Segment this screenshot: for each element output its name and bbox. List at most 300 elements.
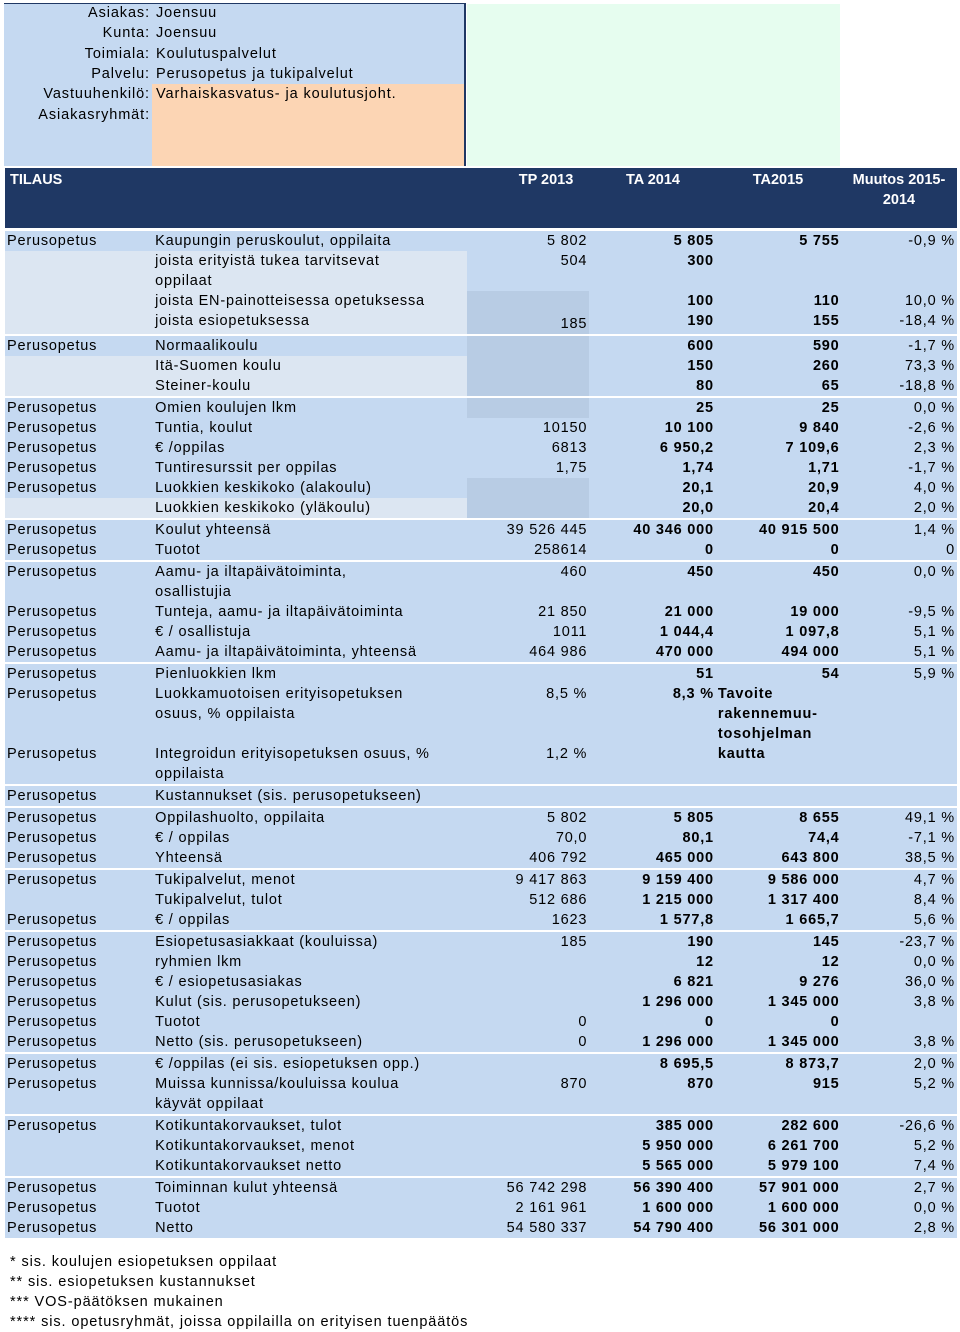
- row-description: joista esiopetuksessa: [153, 311, 467, 335]
- row-category: Perusopetus: [5, 952, 153, 972]
- value-ta2014: 21 000: [589, 602, 716, 622]
- value-ta2014: 51: [589, 663, 716, 684]
- value-change: 73,3 %: [842, 356, 957, 376]
- value-ta2014: 8 695,5: [589, 1053, 716, 1074]
- value-ta2015: 6 261 700: [716, 1136, 842, 1156]
- value-ta2014: 80: [589, 376, 716, 397]
- row-category: [5, 291, 153, 311]
- value-ta2014: 1 044,4: [589, 622, 716, 642]
- col-header-change: [843, 170, 955, 210]
- value-tp2013: [467, 376, 590, 397]
- value-ta2014: 0: [589, 1012, 716, 1032]
- value-change: 0: [842, 540, 957, 561]
- value-ta2014: 9 159 400: [589, 869, 716, 890]
- value-ta2014: 40 346 000: [589, 519, 716, 540]
- row-description: oppilaat: [153, 271, 467, 291]
- value-ta2014: [589, 785, 716, 807]
- value-tp2013: 0: [467, 1032, 590, 1053]
- col-header-tilaus: TILAUS: [10, 172, 63, 188]
- value-ta2014: 5 950 000: [589, 1136, 716, 1156]
- value-ta2015: 1 345 000: [716, 992, 842, 1012]
- row-description: Kotikuntakorvaukset, menot: [153, 1136, 467, 1156]
- value-change: 2,8 %: [842, 1218, 957, 1238]
- value-tp2013: [467, 1136, 590, 1156]
- value-tp2013: 185: [467, 311, 590, 335]
- value-tp2013: 185: [467, 931, 590, 952]
- value-ta2015: 915: [716, 1074, 842, 1094]
- value-tp2013: [467, 724, 590, 744]
- value-ta2015: 110: [716, 291, 842, 311]
- value-ta2014: [589, 744, 716, 764]
- value-change: 7,4 %: [842, 1156, 957, 1177]
- value-ta2015: 20,9: [716, 478, 842, 498]
- table-row: [5, 1032, 957, 1053]
- value-tp2013: 1623: [467, 910, 590, 931]
- row-category: Perusopetus: [5, 1198, 153, 1218]
- row-category: Perusopetus: [5, 397, 153, 418]
- value-tp2013: 56 742 298: [467, 1177, 590, 1198]
- value-ta2015: tosohjelman: [716, 724, 842, 744]
- row-description: Kotikuntakorvaukset netto: [153, 1156, 467, 1177]
- header-label: Palvelu:: [91, 65, 150, 82]
- row-category: Perusopetus: [5, 744, 153, 764]
- table-row: [5, 890, 957, 910]
- row-category: Perusopetus: [5, 1115, 153, 1136]
- header-label: Toimiala:: [84, 45, 150, 62]
- table-row: [5, 356, 957, 376]
- row-category: Perusopetus: [5, 1074, 153, 1094]
- value-tp2013: [467, 992, 590, 1012]
- value-tp2013: 1,2 %: [467, 744, 590, 764]
- value-change: 5,6 %: [842, 910, 957, 931]
- value-ta2015: 282 600: [716, 1115, 842, 1136]
- col-header-change-line2: 2014: [882, 192, 916, 208]
- table-row: [5, 478, 957, 498]
- value-ta2015: 5 979 100: [716, 1156, 842, 1177]
- value-ta2015: 0: [716, 1012, 842, 1032]
- footnote: *** VOS-päätöksen mukainen: [10, 1294, 224, 1310]
- value-change: [842, 744, 957, 764]
- value-ta2015: 1 345 000: [716, 1032, 842, 1053]
- value-tp2013: 9 417 863: [467, 869, 590, 890]
- value-tp2013: [467, 1115, 590, 1136]
- value-ta2014: 1 296 000: [589, 1032, 716, 1053]
- table-row: [5, 764, 957, 785]
- value-ta2014: 5 805: [589, 807, 716, 828]
- value-ta2014: 25: [589, 397, 716, 418]
- table-row: [5, 807, 957, 828]
- value-ta2014: 20,1: [589, 478, 716, 498]
- value-ta2015: 1 317 400: [716, 890, 842, 910]
- table-row: [5, 418, 957, 438]
- row-category: Perusopetus: [5, 1032, 153, 1053]
- value-ta2015: 155: [716, 311, 842, 335]
- value-tp2013: [467, 291, 590, 311]
- footnote: **** sis. opetusryhmät, joissa oppilailla on erityisen tuenpäätös: [10, 1314, 469, 1330]
- value-tp2013: 5 802: [467, 231, 590, 251]
- value-change: -18,4 %: [842, 311, 957, 335]
- row-category: Perusopetus: [5, 478, 153, 498]
- row-description: Yhteensä: [153, 848, 467, 869]
- value-change: 3,8 %: [842, 1032, 957, 1053]
- row-description: Kustannukset (sis. perusopetukseen): [153, 785, 467, 807]
- row-category: Perusopetus: [5, 910, 153, 931]
- value-tp2013: [467, 498, 590, 519]
- footnote: ** sis. esiopetuksen kustannukset: [10, 1274, 256, 1290]
- value-ta2014: 870: [589, 1074, 716, 1094]
- col-header-change-line1: Muutos 2015-: [852, 172, 946, 188]
- table-row: [5, 1115, 957, 1136]
- value-ta2015: 7 109,6: [716, 438, 842, 458]
- value-tp2013: 39 526 445: [467, 519, 590, 540]
- value-change: [842, 271, 957, 291]
- row-category: Perusopetus: [5, 807, 153, 828]
- header-label: Asiakasryhmät:: [38, 106, 150, 123]
- table-row: [5, 458, 957, 478]
- table-row: [5, 1156, 957, 1177]
- table-row: [5, 869, 957, 890]
- value-ta2014: [589, 724, 716, 744]
- row-description: Aamu- ja iltapäivätoiminta,: [153, 561, 467, 582]
- value-change: -0,9 %: [842, 231, 957, 251]
- value-ta2014: 385 000: [589, 1115, 716, 1136]
- row-category: Perusopetus: [5, 1218, 153, 1238]
- row-category: Perusopetus: [5, 602, 153, 622]
- value-tp2013: [467, 1053, 590, 1074]
- row-description: oppilaista: [153, 764, 467, 785]
- value-tp2013: [467, 972, 590, 992]
- value-ta2015: 56 301 000: [716, 1218, 842, 1238]
- value-tp2013: [467, 397, 590, 418]
- value-change: 5,2 %: [842, 1074, 957, 1094]
- header-label: Kunta:: [102, 25, 150, 42]
- value-change: [842, 1094, 957, 1115]
- header-value: Joensuu: [156, 5, 218, 21]
- value-tp2013: 258614: [467, 540, 590, 561]
- value-ta2015: 643 800: [716, 848, 842, 869]
- row-category: [5, 251, 153, 271]
- row-category: [5, 271, 153, 291]
- table-row: [5, 684, 957, 704]
- value-tp2013: [467, 478, 590, 498]
- value-ta2014: 190: [589, 311, 716, 335]
- table-row: [5, 992, 957, 1012]
- value-change: [842, 704, 957, 724]
- row-description: Luokkien keskikoko (yläkoulu): [153, 498, 467, 519]
- row-category: Perusopetus: [5, 828, 153, 848]
- table-row: [5, 785, 957, 807]
- row-category: Perusopetus: [5, 642, 153, 663]
- row-category: [5, 724, 153, 744]
- value-ta2015: 0: [716, 540, 842, 561]
- value-tp2013: [467, 704, 590, 724]
- value-ta2015: 65: [716, 376, 842, 397]
- row-category: Perusopetus: [5, 438, 153, 458]
- row-description: Tunteja, aamu- ja iltapäivätoiminta: [153, 602, 467, 622]
- row-description: Tuntia, koulut: [153, 418, 467, 438]
- table-row: [5, 498, 957, 519]
- value-ta2014: 10 100: [589, 418, 716, 438]
- table-row: [5, 744, 957, 764]
- row-description: Kotikuntakorvaukset, tulot: [153, 1115, 467, 1136]
- row-description: Luokkien keskikoko (alakoulu): [153, 478, 467, 498]
- value-ta2014: [589, 764, 716, 785]
- value-ta2014: [589, 582, 716, 602]
- value-ta2015: 494 000: [716, 642, 842, 663]
- value-ta2014: 450: [589, 561, 716, 582]
- value-ta2014: 80,1: [589, 828, 716, 848]
- row-category: Perusopetus: [5, 231, 153, 251]
- value-change: 4,0 %: [842, 478, 957, 498]
- value-tp2013: 1,75: [467, 458, 590, 478]
- value-tp2013: 504: [467, 251, 590, 271]
- value-change: 4,7 %: [842, 869, 957, 890]
- value-tp2013: 512 686: [467, 890, 590, 910]
- table-row: [5, 519, 957, 540]
- row-description: Muissa kunnissa/kouluissa koulua: [153, 1074, 467, 1094]
- value-change: 0,0 %: [842, 952, 957, 972]
- row-category: [5, 1094, 153, 1115]
- table-row: [5, 438, 957, 458]
- table-row: [5, 622, 957, 642]
- row-category: [5, 1156, 153, 1177]
- table-row: [5, 1218, 957, 1238]
- footnotes: [10, 1252, 468, 1332]
- col-header-tp2013: TP 2013: [518, 172, 574, 188]
- table-row: [5, 952, 957, 972]
- row-category: Perusopetus: [5, 848, 153, 869]
- table-row: [5, 828, 957, 848]
- table-row: [5, 582, 957, 602]
- value-ta2014: 300: [589, 251, 716, 271]
- value-tp2013: [467, 271, 590, 291]
- value-tp2013: [467, 663, 590, 684]
- row-description: Omien koulujen lkm: [153, 397, 467, 418]
- value-ta2015: 12: [716, 952, 842, 972]
- row-category: Perusopetus: [5, 458, 153, 478]
- value-ta2015: [716, 764, 842, 785]
- table-row: [5, 291, 957, 311]
- row-description: Itä-Suomen koulu: [153, 356, 467, 376]
- row-description: Luokkamuotoisen erityisopetuksen: [153, 684, 467, 704]
- value-tp2013: 5 802: [467, 807, 590, 828]
- table-row: [5, 231, 957, 251]
- row-category: Perusopetus: [5, 622, 153, 642]
- value-ta2015: 5 755: [716, 231, 842, 251]
- row-category: Perusopetus: [5, 663, 153, 684]
- row-description: ryhmien lkm: [153, 952, 467, 972]
- value-tp2013: 8,5 %: [467, 684, 590, 704]
- customer-info-header: [0, 0, 960, 166]
- value-ta2015: rakennemuu-: [716, 704, 842, 724]
- table-row: [5, 931, 957, 952]
- row-description: Integroidun erityisopetuksen osuus, %: [153, 744, 467, 764]
- value-ta2014: [589, 1094, 716, 1115]
- value-change: -23,7 %: [842, 931, 957, 952]
- value-ta2015: 1 097,8: [716, 622, 842, 642]
- value-ta2015: [716, 271, 842, 291]
- row-category: Perusopetus: [5, 519, 153, 540]
- value-tp2013: 1011: [467, 622, 590, 642]
- row-description: Tuotot: [153, 1198, 467, 1218]
- value-ta2014: 150: [589, 356, 716, 376]
- value-ta2014: 1 577,8: [589, 910, 716, 931]
- value-ta2014: 0: [589, 540, 716, 561]
- value-tp2013: [467, 335, 590, 356]
- value-ta2014: [589, 704, 716, 724]
- row-category: Perusopetus: [5, 785, 153, 807]
- budget-table: [5, 231, 957, 1238]
- value-ta2014: 465 000: [589, 848, 716, 869]
- value-change: -9,5 %: [842, 602, 957, 622]
- table-row: [5, 1012, 957, 1032]
- value-tp2013: 6813: [467, 438, 590, 458]
- value-tp2013: 0: [467, 1012, 590, 1032]
- row-category: Perusopetus: [5, 561, 153, 582]
- table-row: [5, 642, 957, 663]
- row-category: [5, 704, 153, 724]
- table-row: [5, 1177, 957, 1198]
- value-tp2013: 70,0: [467, 828, 590, 848]
- table-row: [5, 376, 957, 397]
- value-ta2015: [716, 785, 842, 807]
- value-change: 0,0 %: [842, 561, 957, 582]
- row-description: Aamu- ja iltapäivätoiminta, yhteensä: [153, 642, 467, 663]
- value-change: 0,0 %: [842, 1198, 957, 1218]
- row-category: Perusopetus: [5, 1012, 153, 1032]
- value-change: [842, 724, 957, 744]
- value-ta2015: Tavoite: [716, 684, 842, 704]
- table-row: [5, 1198, 957, 1218]
- value-change: [842, 251, 957, 271]
- value-change: [842, 785, 957, 807]
- table-row: [5, 972, 957, 992]
- value-change: 2,3 %: [842, 438, 957, 458]
- row-category: Perusopetus: [5, 1053, 153, 1074]
- value-ta2014: 5 565 000: [589, 1156, 716, 1177]
- row-category: Perusopetus: [5, 418, 153, 438]
- value-ta2014: 470 000: [589, 642, 716, 663]
- value-tp2013: [467, 1094, 590, 1115]
- row-description: € /oppilas: [153, 438, 467, 458]
- row-category: Perusopetus: [5, 931, 153, 952]
- table-row: [5, 704, 957, 724]
- row-category: [5, 1136, 153, 1156]
- row-category: Perusopetus: [5, 869, 153, 890]
- value-ta2014: 6 821: [589, 972, 716, 992]
- value-ta2014: 1 600 000: [589, 1198, 716, 1218]
- value-change: 2,0 %: [842, 1053, 957, 1074]
- col-header-ta2014: TA 2014: [626, 172, 680, 188]
- row-description: [153, 724, 467, 744]
- row-category: Perusopetus: [5, 972, 153, 992]
- row-description: Tuntiresurssit per oppilas: [153, 458, 467, 478]
- value-ta2015: 19 000: [716, 602, 842, 622]
- row-category: Perusopetus: [5, 684, 153, 704]
- table-row: [5, 724, 957, 744]
- value-change: -1,7 %: [842, 335, 957, 356]
- table-row: [5, 311, 957, 335]
- value-change: -7,1 %: [842, 828, 957, 848]
- row-category: [5, 764, 153, 785]
- row-category: Perusopetus: [5, 540, 153, 561]
- row-category: Perusopetus: [5, 1177, 153, 1198]
- value-change: 0,0 %: [842, 397, 957, 418]
- row-description: € / oppilas: [153, 910, 467, 931]
- row-description: joista erityistä tukea tarvitsevat: [153, 251, 467, 271]
- value-ta2015: 145: [716, 931, 842, 952]
- value-ta2014: 1,74: [589, 458, 716, 478]
- header-empty-panel: [467, 4, 840, 166]
- value-ta2015: 450: [716, 561, 842, 582]
- value-ta2014: [589, 271, 716, 291]
- value-tp2013: 464 986: [467, 642, 590, 663]
- table-header: [5, 168, 957, 228]
- row-description: Kaupungin peruskoulut, oppilaita: [153, 231, 467, 251]
- value-change: 3,8 %: [842, 992, 957, 1012]
- value-ta2015: 54: [716, 663, 842, 684]
- row-category: [5, 356, 153, 376]
- value-ta2015: 1 600 000: [716, 1198, 842, 1218]
- value-ta2015: 9 840: [716, 418, 842, 438]
- value-change: -18,8 %: [842, 376, 957, 397]
- table-row: [5, 1074, 957, 1094]
- header-divider: [464, 4, 466, 166]
- value-ta2015: 1 665,7: [716, 910, 842, 931]
- value-change: 5,1 %: [842, 642, 957, 663]
- value-ta2014: 1 296 000: [589, 992, 716, 1012]
- value-change: [842, 684, 957, 704]
- row-description: € / oppilas: [153, 828, 467, 848]
- value-change: 5,1 %: [842, 622, 957, 642]
- value-ta2015: 1,71: [716, 458, 842, 478]
- value-change: 38,5 %: [842, 848, 957, 869]
- row-description: Normaalikoulu: [153, 335, 467, 356]
- header-value: Varhaiskasvatus- ja koulutusjoht.: [156, 86, 397, 103]
- row-description: joista EN-painotteisessa opetuksessa: [153, 291, 467, 311]
- value-tp2013: 870: [467, 1074, 590, 1094]
- header-value: Perusopetus ja tukipalvelut: [156, 65, 354, 82]
- table-row: [5, 1094, 957, 1115]
- value-change: -2,6 %: [842, 418, 957, 438]
- row-description: Tuotot: [153, 1012, 467, 1032]
- value-ta2015: 590: [716, 335, 842, 356]
- value-change: 36,0 %: [842, 972, 957, 992]
- table-row: [5, 848, 957, 869]
- value-change: [842, 1012, 957, 1032]
- value-ta2015: 74,4: [716, 828, 842, 848]
- value-tp2013: 10150: [467, 418, 590, 438]
- row-description: Tukipalvelut, tulot: [153, 890, 467, 910]
- value-change: -26,6 %: [842, 1115, 957, 1136]
- table-row: [5, 540, 957, 561]
- row-description: Tukipalvelut, menot: [153, 869, 467, 890]
- table-row: [5, 663, 957, 684]
- row-description: € / osallistuja: [153, 622, 467, 642]
- row-description: osallistujia: [153, 582, 467, 602]
- value-change: 1,4 %: [842, 519, 957, 540]
- value-change: 2,7 %: [842, 1177, 957, 1198]
- row-category: [5, 498, 153, 519]
- value-change: 8,4 %: [842, 890, 957, 910]
- value-ta2014: 190: [589, 931, 716, 952]
- row-description: käyvät oppilaat: [153, 1094, 467, 1115]
- row-category: [5, 311, 153, 335]
- value-tp2013: [467, 785, 590, 807]
- value-tp2013: 460: [467, 561, 590, 582]
- value-ta2015: 25: [716, 397, 842, 418]
- value-ta2014: 6 950,2: [589, 438, 716, 458]
